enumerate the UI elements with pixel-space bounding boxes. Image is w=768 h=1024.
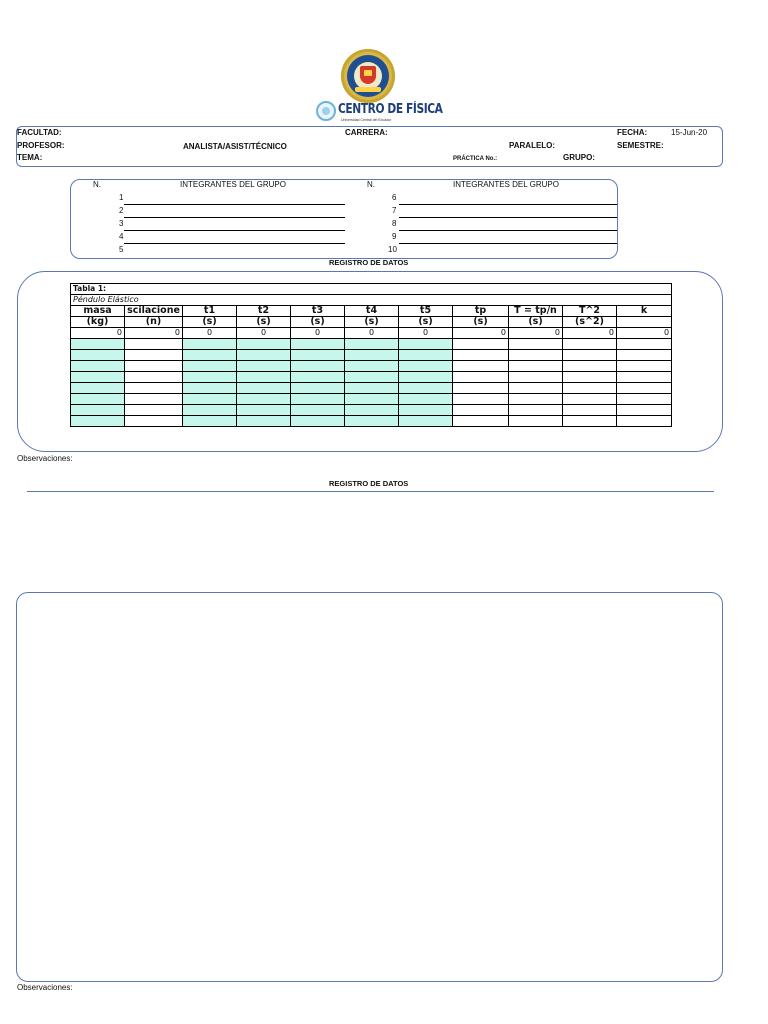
column-unit: (s): [453, 317, 509, 328]
table-cell[interactable]: [453, 361, 509, 372]
table-cell[interactable]: [509, 339, 563, 350]
university-seal-logo: [341, 49, 395, 103]
table-row: [71, 416, 672, 427]
column-header: scilacione: [125, 306, 183, 317]
data-table: [70, 283, 672, 427]
table-cell[interactable]: [125, 350, 183, 361]
table-row: [71, 339, 672, 350]
table-cell[interactable]: [563, 350, 617, 361]
tema-label: TEMA:: [17, 153, 43, 162]
table-cell[interactable]: [399, 372, 453, 383]
table-cell[interactable]: [617, 416, 672, 427]
table-cell[interactable]: [125, 361, 183, 372]
table-cell[interactable]: [237, 339, 291, 350]
table-cell[interactable]: [291, 416, 345, 427]
table-cell[interactable]: 0: [399, 328, 453, 339]
member-number: 1: [119, 193, 124, 202]
table-cell[interactable]: [399, 361, 453, 372]
semestre-label: SEMESTRE:: [617, 141, 664, 150]
table-cell[interactable]: [71, 372, 125, 383]
table-cell[interactable]: [509, 372, 563, 383]
table-cell[interactable]: [509, 383, 563, 394]
table-cell[interactable]: 0: [291, 328, 345, 339]
table-cell[interactable]: [183, 383, 237, 394]
column-unit: (s): [345, 317, 399, 328]
table-cell[interactable]: [183, 405, 237, 416]
table-cell[interactable]: [345, 361, 399, 372]
member-number: 10: [388, 245, 397, 254]
column-header: t4: [345, 306, 399, 317]
table-cell[interactable]: [617, 361, 672, 372]
table-cell[interactable]: [345, 394, 399, 405]
table-cell[interactable]: [183, 394, 237, 405]
member-number: 8: [392, 219, 397, 228]
table-cell[interactable]: [563, 383, 617, 394]
section-title: REGISTRO DE DATOS: [329, 479, 409, 488]
table-cell[interactable]: 0: [71, 328, 125, 339]
table-cell[interactable]: [237, 383, 291, 394]
observations-frame[interactable]: [16, 592, 723, 982]
table-subtitle: Péndulo Elástico: [71, 295, 672, 306]
table-cell[interactable]: [183, 372, 237, 383]
table-cell[interactable]: [345, 372, 399, 383]
table-cell[interactable]: [399, 383, 453, 394]
table-cell[interactable]: [509, 416, 563, 427]
table-cell[interactable]: [509, 350, 563, 361]
carrera-label: CARRERA:: [345, 128, 388, 137]
table-cell[interactable]: [453, 405, 509, 416]
grupo-label: GRUPO:: [563, 153, 595, 162]
table-header-row: [71, 306, 672, 317]
column-unit: (s): [237, 317, 291, 328]
table-cell[interactable]: [237, 394, 291, 405]
group-title-left: INTEGRANTES DEL GRUPO: [180, 180, 286, 189]
column-header: masa: [71, 306, 125, 317]
logo-name: CENTRO DE FÍSICA: [338, 102, 443, 117]
table-cell[interactable]: [237, 405, 291, 416]
table-cell[interactable]: 0: [183, 328, 237, 339]
table-cell[interactable]: [291, 394, 345, 405]
member-number: 6: [392, 193, 397, 202]
table-cell[interactable]: [183, 339, 237, 350]
table-cell[interactable]: [237, 372, 291, 383]
member-number: 9: [392, 232, 397, 241]
table-cell[interactable]: [291, 361, 345, 372]
table-row: [71, 372, 672, 383]
column-header: tp: [453, 306, 509, 317]
table-cell[interactable]: 0: [563, 328, 617, 339]
table-cell[interactable]: 0: [453, 328, 509, 339]
member-name-line[interactable]: [124, 204, 345, 205]
table-cell[interactable]: 0: [125, 328, 183, 339]
member-name-line[interactable]: [124, 230, 345, 231]
member-number: 7: [392, 206, 397, 215]
table-cell[interactable]: [399, 405, 453, 416]
column-unit: (n): [125, 317, 183, 328]
member-name-line[interactable]: [124, 217, 345, 218]
member-number: 5: [119, 245, 124, 254]
table-cell[interactable]: [453, 372, 509, 383]
table-cell[interactable]: 0: [237, 328, 291, 339]
table-cell[interactable]: [237, 350, 291, 361]
table-cell[interactable]: [345, 383, 399, 394]
table-row: [71, 405, 672, 416]
table-cell[interactable]: [125, 405, 183, 416]
member-name-line[interactable]: [399, 230, 617, 231]
table-cell[interactable]: [563, 405, 617, 416]
section-title: REGISTRO DE DATOS: [329, 258, 409, 267]
table-cell[interactable]: [345, 339, 399, 350]
practica-label: PRÁCTICA No.:: [453, 156, 498, 162]
table-cell[interactable]: [617, 339, 672, 350]
table-cell[interactable]: [399, 339, 453, 350]
table-cell[interactable]: [563, 394, 617, 405]
table-cell[interactable]: [453, 350, 509, 361]
table-cell[interactable]: [617, 405, 672, 416]
table-cell[interactable]: [399, 416, 453, 427]
table-cell[interactable]: [125, 372, 183, 383]
table-cell[interactable]: [125, 416, 183, 427]
column-header: T^2: [563, 306, 617, 317]
table-cell[interactable]: [71, 350, 125, 361]
table-cell[interactable]: [183, 361, 237, 372]
profesor-label: PROFESOR:: [17, 141, 65, 150]
column-header: t3: [291, 306, 345, 317]
table-cell[interactable]: [509, 361, 563, 372]
table-cell[interactable]: [291, 339, 345, 350]
table-cell[interactable]: [71, 405, 125, 416]
member-number: 2: [119, 206, 124, 215]
table-cell[interactable]: [453, 394, 509, 405]
column-unit: (s): [509, 317, 563, 328]
table-cell[interactable]: [183, 350, 237, 361]
table-row: [71, 361, 672, 372]
profesor-value: ANALISTA/ASIST/TÉCNICO: [183, 142, 287, 151]
member-name-line[interactable]: [399, 243, 617, 244]
number-header-right: N.: [367, 180, 375, 189]
column-header: t5: [399, 306, 453, 317]
column-header: k: [617, 306, 672, 317]
group-members-frame: [70, 179, 618, 259]
table-cell[interactable]: [617, 383, 672, 394]
fecha-label: FECHA:: [617, 128, 648, 137]
table-row: [71, 328, 672, 339]
column-header: T = tp/n: [509, 306, 563, 317]
table-cell[interactable]: [237, 416, 291, 427]
table-units-row: [71, 317, 672, 328]
table-cell[interactable]: [71, 339, 125, 350]
table-cell[interactable]: [345, 350, 399, 361]
table-cell[interactable]: [71, 361, 125, 372]
table-cell[interactable]: [563, 339, 617, 350]
column-unit: (s): [291, 317, 345, 328]
column-header: t1: [183, 306, 237, 317]
table-cell[interactable]: [399, 394, 453, 405]
table-cell[interactable]: [345, 416, 399, 427]
table-cell[interactable]: [125, 339, 183, 350]
paralelo-label: PARALELO:: [509, 141, 556, 150]
table-cell[interactable]: [563, 361, 617, 372]
table-cell[interactable]: [399, 350, 453, 361]
facultad-label: FACULTAD:: [17, 128, 62, 137]
table-cell[interactable]: [291, 405, 345, 416]
member-number: 3: [119, 219, 124, 228]
table-cell[interactable]: [509, 405, 563, 416]
table-cell[interactable]: [509, 394, 563, 405]
table-cell[interactable]: [291, 383, 345, 394]
fecha-value: 15-Jun-20: [671, 128, 708, 137]
table-cell[interactable]: [291, 350, 345, 361]
column-unit: [617, 317, 672, 328]
table-cell[interactable]: [453, 339, 509, 350]
table-cell[interactable]: [71, 383, 125, 394]
table-cell[interactable]: [617, 372, 672, 383]
table-cell[interactable]: [125, 383, 183, 394]
member-name-line[interactable]: [399, 217, 617, 218]
table-row: [71, 383, 672, 394]
table-cell[interactable]: [71, 394, 125, 405]
logo-subtitle: Universidad Central del Ecuador: [341, 118, 392, 122]
centro-fisica-mark-icon: [316, 101, 336, 121]
table-cell[interactable]: [563, 372, 617, 383]
table-row: [71, 394, 672, 405]
column-unit: (kg): [71, 317, 125, 328]
table-cell[interactable]: 0: [617, 328, 672, 339]
column-header: t2: [237, 306, 291, 317]
table-cell[interactable]: [345, 405, 399, 416]
table-cell[interactable]: [71, 416, 125, 427]
column-unit: (s): [399, 317, 453, 328]
member-name-line[interactable]: [124, 243, 345, 244]
group-title-right: INTEGRANTES DEL GRUPO: [453, 180, 559, 189]
column-unit: (s): [183, 317, 237, 328]
table-cell[interactable]: [617, 394, 672, 405]
member-name-line[interactable]: [399, 204, 617, 205]
table-cell[interactable]: [183, 416, 237, 427]
observaciones-label: Observaciones:: [17, 983, 73, 992]
number-header-left: N.: [93, 180, 101, 189]
table-cell[interactable]: 0: [345, 328, 399, 339]
section-divider: [27, 491, 714, 492]
table-cell[interactable]: [617, 350, 672, 361]
table-cell[interactable]: 0: [509, 328, 563, 339]
member-number: 4: [119, 232, 124, 241]
table-row: [71, 350, 672, 361]
table-cell[interactable]: [453, 416, 509, 427]
table-cell[interactable]: [563, 416, 617, 427]
table-cell[interactable]: [291, 372, 345, 383]
table-cell[interactable]: [453, 383, 509, 394]
table-cell[interactable]: [237, 361, 291, 372]
column-unit: (s^2): [563, 317, 617, 328]
table-title: Tabla 1:: [71, 284, 672, 295]
observaciones-label: Observaciones:: [17, 454, 73, 463]
table-cell[interactable]: [125, 394, 183, 405]
